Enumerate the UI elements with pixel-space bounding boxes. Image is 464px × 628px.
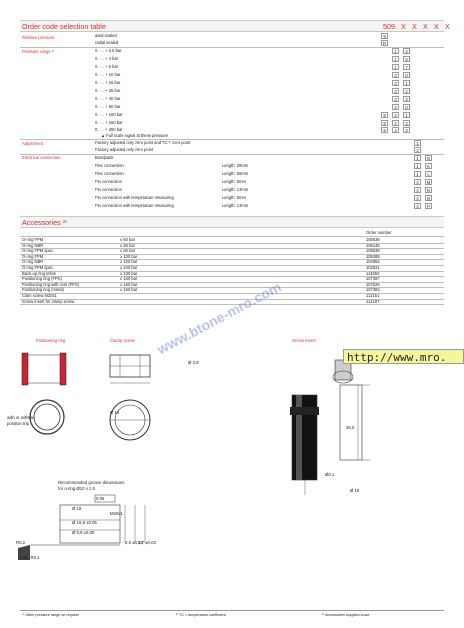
accessory-order-number: 112187 [366, 298, 380, 304]
divider [20, 299, 444, 300]
accessory-spec: ≤ 60 bar [120, 248, 135, 254]
relative-row: axial sealed [95, 33, 117, 38]
section-pressure-range: Pressure range ¹⁾ [22, 49, 55, 54]
footnote: ²⁾ TC = temperature coefficient [176, 613, 226, 617]
divider [20, 154, 444, 155]
code-cell: 1 [414, 163, 421, 169]
order-table-title: Order code selection table [22, 22, 106, 31]
pressure-row: 0 . . . + 4 bar [95, 56, 119, 61]
clamp-screw-drawing [100, 345, 170, 445]
electrical-length: Length: 13mm [222, 187, 249, 192]
electrical-length: Length: 5mm [222, 195, 246, 200]
code-cell: 9 [381, 33, 388, 39]
divider [20, 248, 444, 249]
dim-label: Ø 9,9 ±0,05 [72, 530, 95, 535]
dim-label: max. R0,1 [20, 555, 40, 560]
accessory-spec: ≥ 100 bar [120, 259, 138, 265]
code-cell: 1 [414, 171, 421, 177]
divider [20, 47, 444, 48]
code-cell: 1 [403, 80, 410, 86]
code-cell: 0 [403, 104, 410, 110]
code-cell: 4 [392, 104, 399, 110]
dim-label: R0,2 [16, 540, 26, 545]
section-relative-pressure: Relative pressure [22, 35, 55, 40]
adjustment-row: Factory adjusted only zero point and TC ²⁾ zero point [95, 140, 191, 145]
accessory-order-number: 105538 [366, 248, 380, 254]
dim-label: Ø 19 [72, 506, 82, 511]
dim-label: M20x1 [110, 511, 123, 516]
code-cell: 1 [414, 140, 421, 146]
adjustment-row: Factory adjusted only zero point [95, 147, 154, 152]
fullscale-note: ▲ Full scale signal at these pressure [101, 133, 169, 138]
code-cell: 4 [403, 48, 410, 54]
divider [20, 276, 444, 277]
code-cell: 2 [414, 187, 421, 193]
code-cell: 3 [392, 80, 399, 86]
code-cell: R [382, 41, 387, 46]
order-number-header: Order number [366, 230, 392, 235]
electrical-row: Pin connection [95, 179, 122, 184]
accessory-order-number: 107383 [366, 287, 380, 293]
code-cell: 1 [403, 112, 410, 118]
code-cell: 9 [381, 120, 388, 126]
code-cell: 1 [392, 56, 399, 62]
divider [20, 265, 444, 266]
code-cell: P [425, 203, 432, 209]
code-cell: 7 [403, 64, 410, 70]
code-cell: M [426, 180, 431, 185]
dim-label: Ø 19 [350, 488, 360, 493]
code-slot: X [423, 22, 428, 31]
code-cell: K [425, 163, 432, 169]
dim-label: Ø 16,8 ±0,05 [72, 520, 97, 525]
accessory-order-number: 102521 [366, 265, 380, 270]
divider [20, 271, 444, 272]
dim-label: 2,5 ±0,03 [125, 540, 143, 545]
accessory-order-number: 105538 [366, 237, 380, 242]
code-slot: X [445, 22, 450, 31]
accessory-name: O-ring FPM spec. [22, 265, 55, 270]
section-adjustment: Adjustment [22, 141, 43, 146]
watermark: www.btone-mro.com [154, 278, 284, 358]
code-cell: 4 [392, 112, 399, 118]
electrical-row: Pin connection [95, 187, 122, 192]
code-cell: G [426, 156, 431, 161]
accessory-order-number: 107397 [366, 276, 380, 282]
divider [20, 236, 444, 237]
dim-label: 1,7 ±0,03 [138, 540, 156, 545]
accessories-header [20, 216, 444, 228]
pressure-row: 0 . . . + 160 bar [95, 120, 123, 125]
code-cell: 4 [392, 120, 399, 126]
electrical-row: Pin connection with temperature measuring [95, 203, 174, 208]
code-cell: 2 [414, 195, 421, 201]
pressure-row: 0 . . . + 10 bar [95, 72, 121, 77]
accessory-name: O-ring NBR [22, 259, 44, 265]
divider [20, 282, 444, 283]
accessory-spec: ≤ 60 bar [120, 237, 135, 242]
footnote: ¹⁾ Other pressure range on request [22, 613, 79, 617]
accessory-name: Positioning ring with cem (FPS) [22, 281, 80, 287]
code-cell: 2 [414, 203, 421, 209]
groove-title: Recommended groove dimensions [58, 480, 125, 485]
with-or-without-label: with or without [7, 415, 35, 420]
accessory-order-number: 104952 [366, 259, 380, 265]
pressure-row: 0 . . . + 40 bar [95, 96, 121, 101]
code-cell: 3 [392, 96, 399, 102]
code-cell: 5 [403, 56, 410, 62]
code-slot: X [401, 22, 406, 31]
dim-label: 26,5 [346, 425, 355, 430]
accessory-order-number: 107526 [366, 281, 380, 287]
divider [20, 139, 444, 140]
section-electrical: Electrical connection [22, 155, 61, 160]
accessory-spec: ≤ 160 bar [120, 276, 138, 282]
divider [20, 287, 444, 288]
divider [20, 259, 444, 260]
accessory-name: Positioning ring (FPS) [22, 276, 62, 282]
pressure-row: 0 . . . + 2.5 bar [95, 48, 122, 53]
screw-insert-drawing [270, 345, 380, 505]
code-slot: X [434, 22, 439, 31]
pressure-row: 0 . . . + 60 bar [95, 104, 121, 109]
accessory-spec: ≥ 100 bar [120, 265, 138, 270]
accessory-spec: ≤ 60 bar [120, 242, 135, 248]
accessory-order-number: 105145 [366, 242, 380, 248]
code-cell: L [425, 171, 432, 177]
code-cell: 2 [403, 88, 410, 94]
code-cell: 0 [403, 72, 410, 78]
code-cell: 1 [414, 155, 421, 161]
dim-label: Ø 14 [110, 410, 120, 415]
groove-drawing [10, 490, 170, 565]
accessory-spec: ≥ 100 bar [120, 253, 138, 259]
electrical-length: Length: 5mm [222, 179, 246, 184]
divider [20, 293, 444, 294]
code-cell: N [426, 188, 431, 193]
electrical-length: Length: 28mm [222, 163, 249, 168]
code-cell: 1 [392, 64, 399, 70]
electrical-length: Length: 13mm [222, 203, 249, 208]
dim-label: 0,05 [96, 496, 105, 501]
code-cell: 9 [381, 112, 388, 118]
footer-divider [20, 610, 444, 611]
positioning-ring-drawing [10, 345, 90, 435]
pressure-row: 0 . . . + 6 bar [95, 64, 119, 69]
clamp-screw-label: Clamp screw [110, 338, 135, 343]
code-prefix: 509. [383, 22, 397, 31]
electrical-row: Bondpads [95, 155, 114, 160]
electrical-row: Flex connection [95, 163, 124, 168]
accessory-order-number: 105285 [366, 253, 380, 259]
code-cell: 3 [403, 127, 410, 133]
pressure-row: 0 . . . + 100 bar [95, 112, 123, 117]
accessory-name: Positioning ring (metal) [22, 287, 64, 293]
accessory-order-number: 112151 [366, 293, 380, 298]
code-cell: 9 [381, 127, 388, 133]
code-cell: 3 [392, 88, 399, 94]
screw-insert-label: Screw insert [292, 338, 316, 343]
code-cell: 1 [392, 48, 399, 54]
code-cell: 4 [392, 127, 399, 133]
pressure-row: 0 . . . + 25 bar [95, 88, 121, 93]
accessories-title: Accessories ³⁾ [22, 218, 67, 227]
code-slot: X [412, 22, 417, 31]
accessory-spec: ≥ 160 bar [120, 281, 138, 287]
code-cell: 2 [414, 147, 421, 153]
electrical-row: Pin connection with temperature measuring [95, 195, 174, 200]
footnote: ³⁾ Accessories supplied loose [322, 613, 370, 617]
accessory-order-number: 114660 [366, 270, 380, 276]
pressure-row: 0 . . . + 250 bar [95, 127, 123, 132]
order-table-header [20, 20, 450, 32]
accessory-spec: ≥ 160 bar [120, 287, 138, 293]
accessory-name: Screw insert for clamp screw [22, 298, 75, 304]
accessory-spec: ≥ 100 bar [120, 270, 138, 276]
code-cell: O [426, 196, 431, 201]
positioning-ring-label: Positioning ring [36, 338, 66, 343]
accessory-name: O-ring FPM [22, 253, 44, 259]
electrical-length: Length: 66mm [222, 171, 249, 176]
accessory-name: Back-up ring teflon [22, 270, 57, 276]
accessory-name: O-ring FPM spec. [22, 248, 55, 254]
relative-row: radial sealed [95, 40, 119, 45]
code-cell: 2 [403, 120, 410, 126]
accessory-name: Clam screw M20x1 [22, 293, 57, 298]
divider [20, 254, 444, 255]
code-cell: 3 [403, 96, 410, 102]
dim-label: Ø0,1 [325, 472, 335, 477]
accessory-name: O-ring FPM [22, 237, 44, 242]
groove-subtitle: for o-ring Ø10 x 1.5 [58, 486, 96, 491]
code-cell: 2 [414, 179, 421, 185]
position-trip-label: position trip [7, 421, 29, 426]
url-overlay: http://www.mro. [343, 349, 464, 364]
electrical-row: Flex connection [95, 171, 124, 176]
code-cell: 3 [392, 72, 399, 78]
pressure-row: 0 . . . + 16 bar [95, 80, 121, 85]
divider [20, 243, 444, 244]
dim-label: Ø 3,9 [188, 360, 199, 365]
accessory-name: O-ring NBR [22, 242, 44, 248]
